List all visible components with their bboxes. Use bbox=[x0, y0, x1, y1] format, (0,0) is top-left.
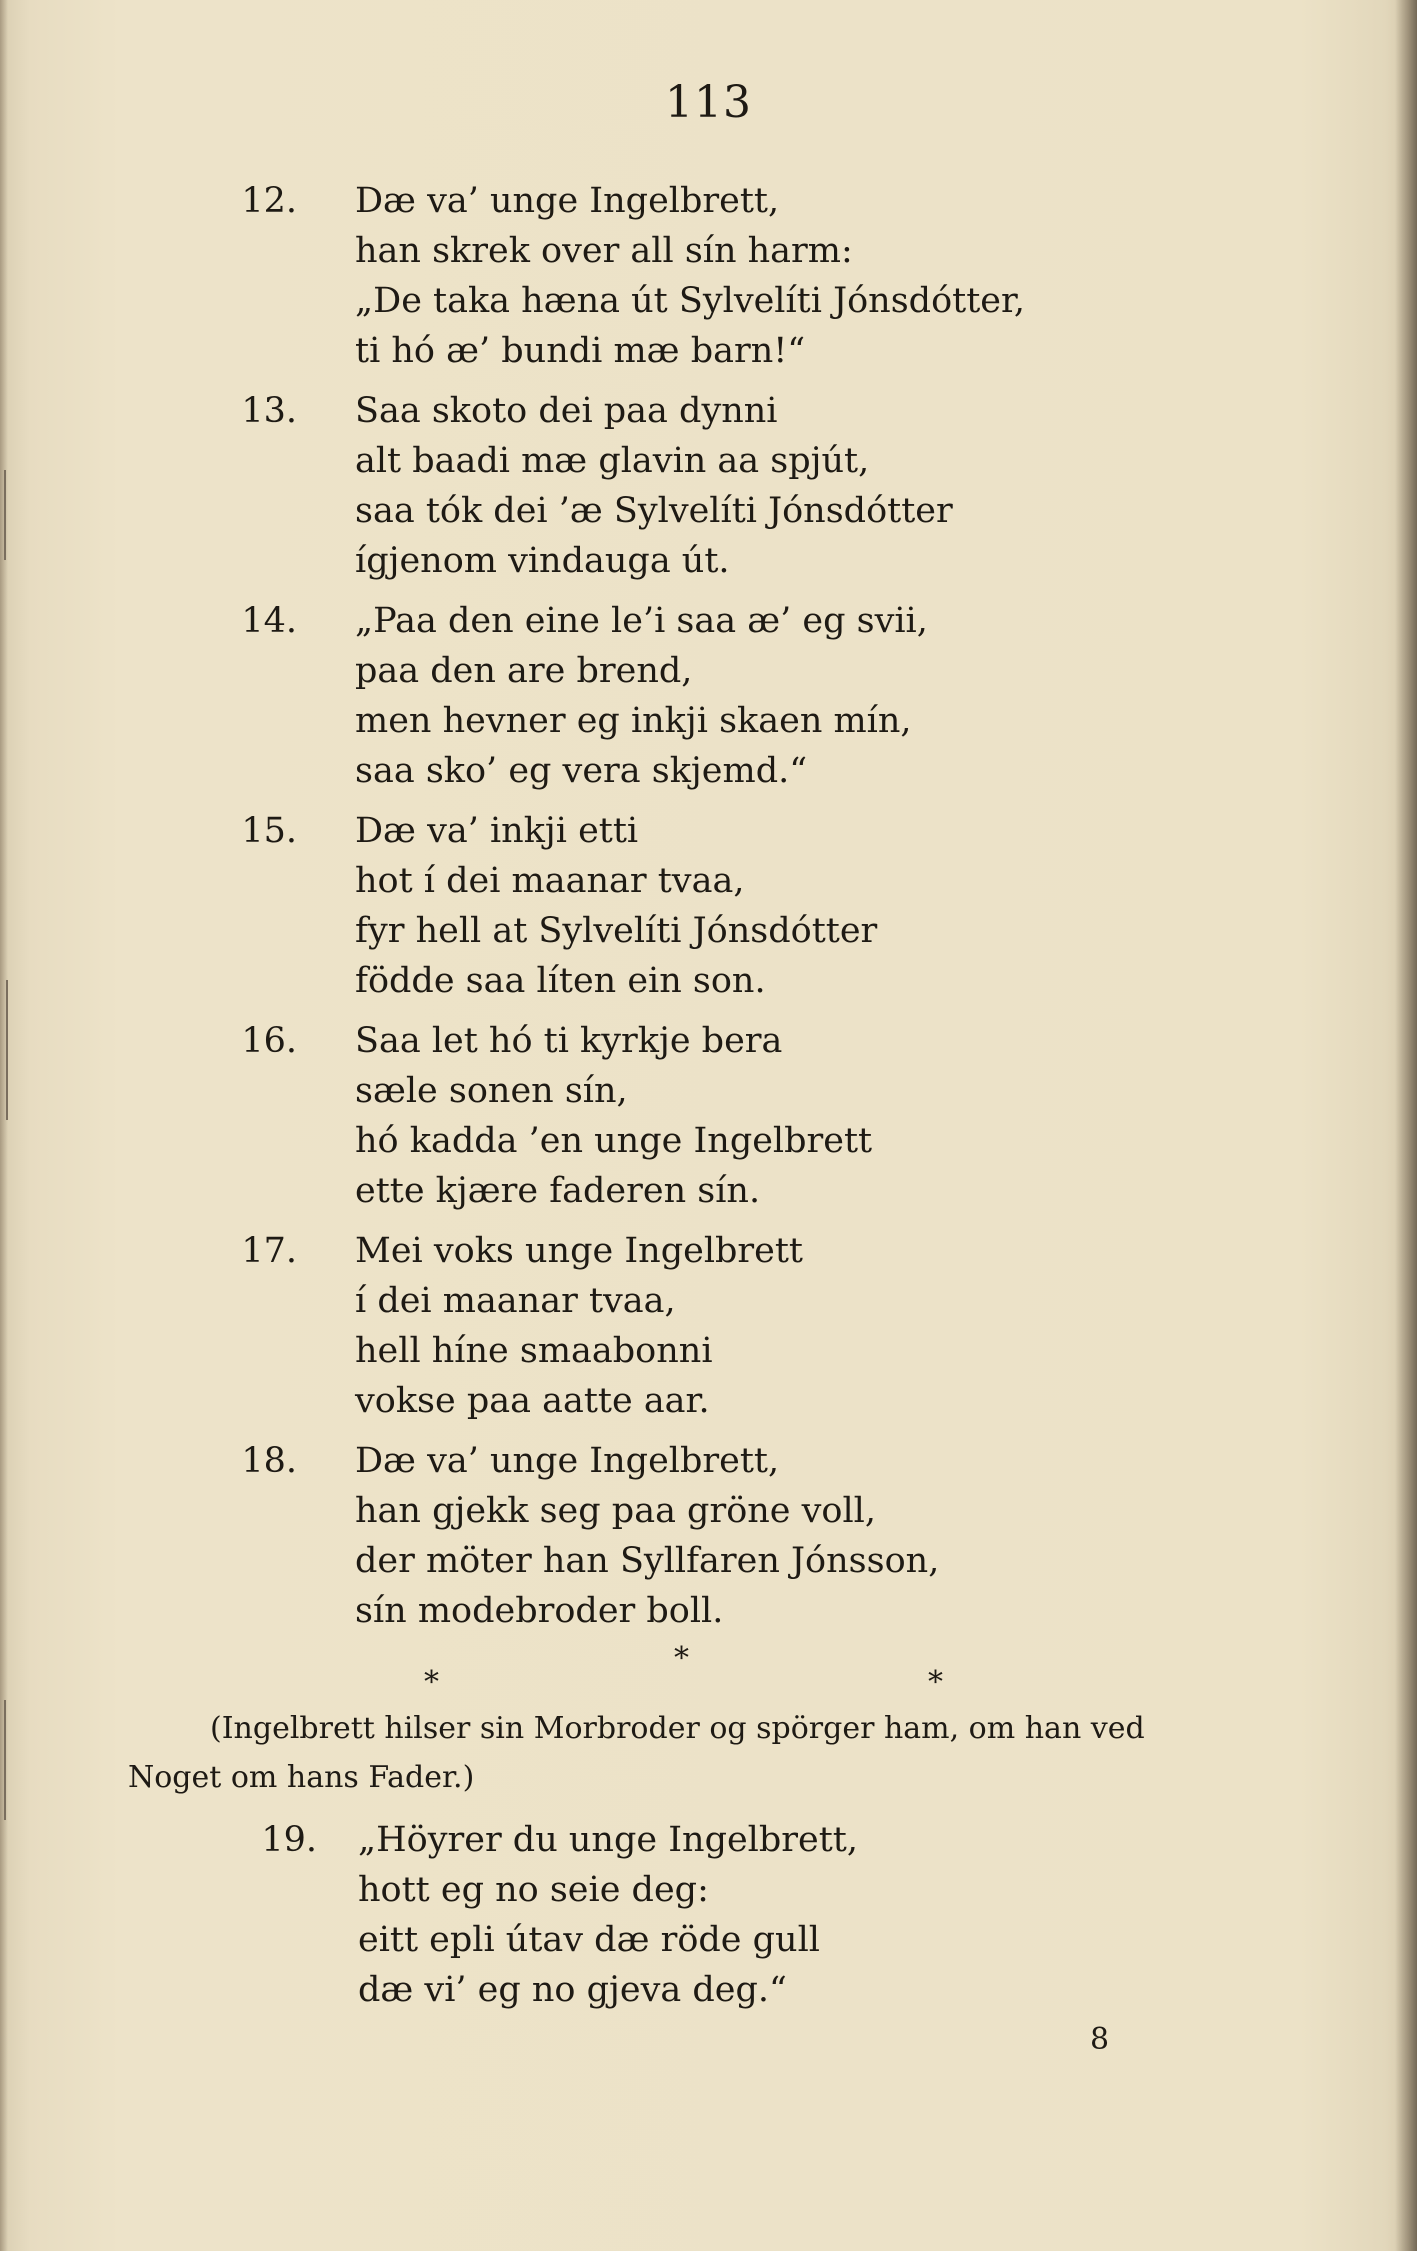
verse-line: Dæ va’ inkji etti bbox=[355, 811, 639, 851]
verse-line: hott eg no seie deg: bbox=[358, 1870, 709, 1910]
margin-mark bbox=[4, 1700, 6, 1820]
verse-line: hell híne smaabonni bbox=[355, 1331, 713, 1371]
stanza-number: 15. bbox=[241, 811, 297, 851]
page-gutter-shadow bbox=[1395, 0, 1417, 2251]
stanza-number: 13. bbox=[241, 391, 297, 431]
verse-line: ette kjære faderen sín. bbox=[355, 1171, 761, 1211]
page-number: 113 bbox=[665, 77, 752, 128]
verse-line: saa sko’ eg vera skjemd.“ bbox=[355, 751, 808, 791]
verse-line: dæ vi’ eg no gjeva deg.“ bbox=[358, 1970, 787, 2010]
margin-mark bbox=[4, 470, 6, 560]
verse-line: „Höyrer du unge Ingelbrett, bbox=[358, 1820, 858, 1860]
stanza-number: 16. bbox=[241, 1021, 297, 1061]
stanza-number: 18. bbox=[241, 1441, 297, 1481]
verse-line: „De taka hæna út Sylvelíti Jónsdótter, bbox=[355, 281, 1026, 321]
verse-line: han gjekk seg paa gröne voll, bbox=[355, 1491, 877, 1531]
verse-line: sín modebroder boll. bbox=[355, 1591, 724, 1631]
verse-line: ígjenom vindauga út. bbox=[355, 541, 730, 581]
section-separator-asterisk: * bbox=[928, 1665, 943, 1700]
verse-line: Mei voks unge Ingelbrett bbox=[355, 1231, 803, 1271]
stanza-number: 19. bbox=[261, 1820, 317, 1860]
verse-line: Dæ va’ unge Ingelbrett, bbox=[355, 1441, 780, 1481]
verse-line: der möter han Syllfaren Jónsson, bbox=[355, 1541, 940, 1581]
margin-mark bbox=[6, 980, 8, 1120]
verse-line: hó kadda ’en unge Ingelbrett bbox=[355, 1121, 873, 1161]
stanza-number: 17. bbox=[241, 1231, 297, 1271]
signature-mark: 8 bbox=[1090, 2022, 1110, 2057]
verse-line: saa tók dei ’æ Sylvelíti Jónsdótter bbox=[355, 491, 953, 531]
stanza-number: 12. bbox=[241, 181, 297, 221]
page-left-edge bbox=[0, 0, 8, 2251]
verse-line: hot í dei maanar tvaa, bbox=[355, 861, 745, 901]
verse-line: sæle sonen sín, bbox=[355, 1071, 628, 1111]
verse-line: han skrek over all sín harm: bbox=[355, 231, 853, 271]
verse-line: ti hó æ’ bundi mæ barn!“ bbox=[355, 331, 806, 371]
verse-line: men hevner eg inkji skaen mín, bbox=[355, 701, 912, 741]
verse-line: alt baadi mæ glavin aa spjút, bbox=[355, 441, 870, 481]
verse-line: paa den are brend, bbox=[355, 651, 693, 691]
section-separator-asterisk: * bbox=[424, 1665, 439, 1700]
prose-note-line: (Ingelbrett hilser sin Morbroder og spörger ham, om han ved bbox=[210, 1711, 1145, 1746]
verse-line: í dei maanar tvaa, bbox=[355, 1281, 676, 1321]
verse-line: Saa let hó ti kyrkje bera bbox=[355, 1021, 783, 1061]
verse-line: Dæ va’ unge Ingelbrett, bbox=[355, 181, 780, 221]
verse-line: vokse paa aatte aar. bbox=[355, 1381, 710, 1421]
stanza-number: 14. bbox=[241, 601, 297, 641]
verse-line: Saa skoto dei paa dynni bbox=[355, 391, 778, 431]
verse-line: födde saa líten ein son. bbox=[355, 961, 766, 1001]
verse-line: eitt epli útav dæ röde gull bbox=[358, 1920, 820, 1960]
prose-note-line: Noget om hans Fader.) bbox=[128, 1760, 475, 1795]
verse-line: fyr hell at Sylvelíti Jónsdótter bbox=[355, 911, 878, 951]
section-separator-asterisk: * bbox=[674, 1641, 689, 1676]
verse-line: „Paa den eine le’i saa æ’ eg svii, bbox=[355, 601, 928, 641]
